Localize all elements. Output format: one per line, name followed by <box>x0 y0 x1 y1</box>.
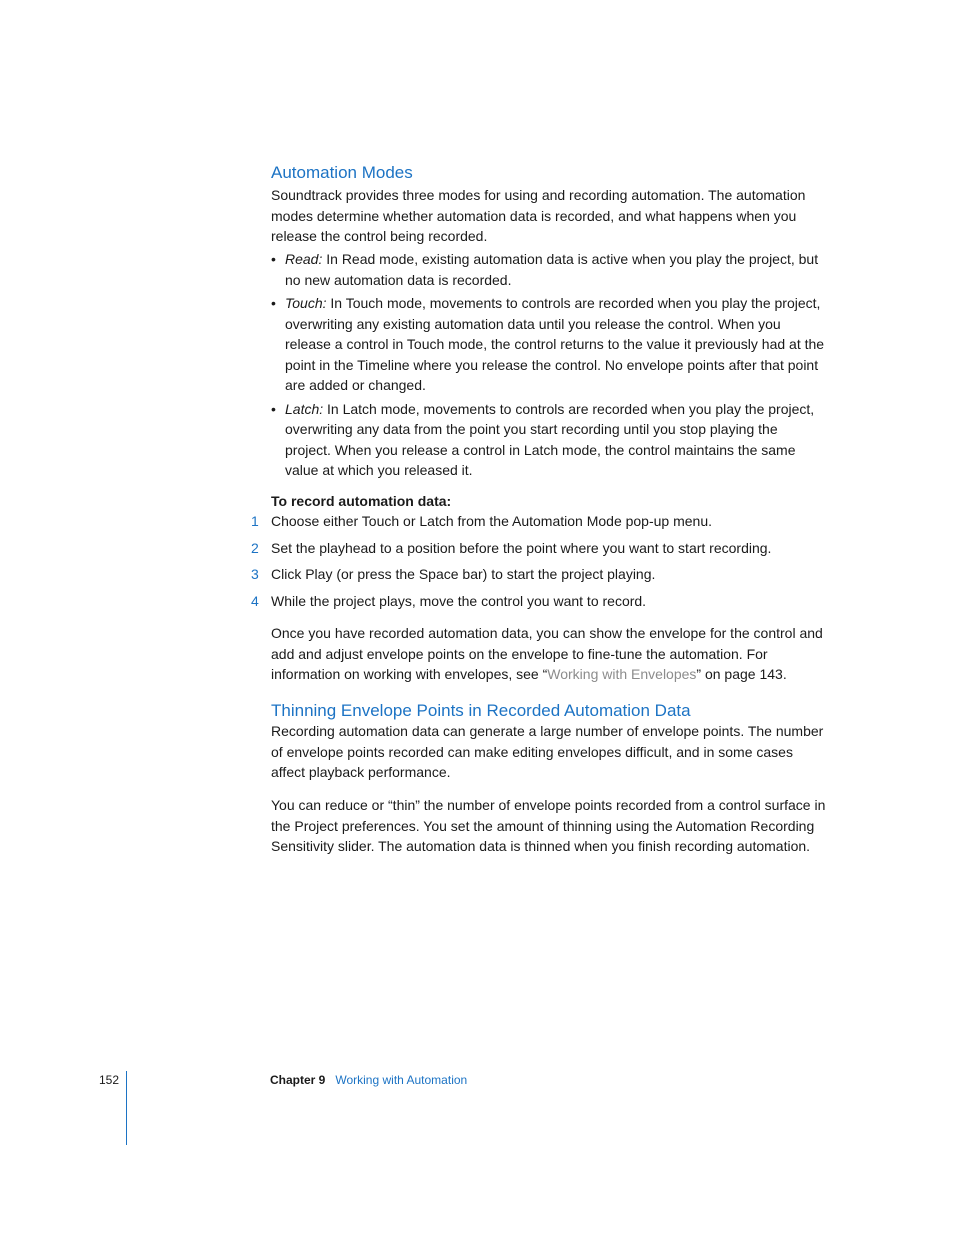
list-item <box>271 249 827 290</box>
chapter-label: Chapter 9 <box>270 1073 326 1087</box>
thinning-paragraph-2: You can reduce or “thin” the number of envelope points recorded from a control surface in the Project preferences. You set the amount of thinning using the Automation Recording Sensitivity slider. The automation data is thinned when you finish recording automation. <box>271 797 826 854</box>
section-heading-automation-modes: Automation Modes <box>271 163 413 182</box>
thinning-paragraph-1: Recording automation data can generate a large number of envelope points. The number of envelope points recorded can make editing envelopes difficult, and in some cases affect playback performance. <box>271 723 824 780</box>
intro-paragraph: Soundtrack provides three modes for using and recording automation. The automation modes determine whether automation data is recorded, and what happens when you release the control being recorded. <box>271 187 806 244</box>
list-item <box>271 399 827 481</box>
working-with-envelopes-link[interactable]: Working with Envelopes <box>547 666 697 682</box>
paragraph-text: ” on page 143. <box>696 666 787 682</box>
mode-term: Read: <box>285 251 323 267</box>
step-number: 3 <box>251 566 259 582</box>
step-number: 4 <box>251 592 259 609</box>
procedure-steps <box>251 511 827 617</box>
bullet-icon: • <box>271 400 276 417</box>
chapter-title: Working with Automation <box>335 1073 468 1087</box>
step-item <box>251 511 827 532</box>
list-item <box>271 293 827 396</box>
section-heading-thinning: Thinning Envelope Points in Recorded Automation Data <box>271 701 691 720</box>
mode-list <box>271 249 827 484</box>
step-text: While the project plays, move the control you want to record. <box>271 592 647 609</box>
procedure-title: To record automation data: <box>271 493 452 509</box>
step-number: 2 <box>251 539 259 556</box>
step-item <box>251 564 827 585</box>
page-number: 152 <box>99 1073 120 1087</box>
mode-description: In Latch mode, movements to controls are recorded when you play the project, overwriting any data from the point you start recording until you stop playing the project. When you release a control in Latch mode, the control maintains the same value at which you released it. <box>285 400 815 478</box>
mode-term: Touch: <box>285 295 327 311</box>
mode-description: In Touch mode, movements to controls are recorded when you play the project, overwriting any existing automation data until you release the control. When you release a control in Touch mode, the control returns to the value it previously had at the point in the Timeline where you release the control. No envelope points after that point are added or changed. <box>285 295 825 393</box>
step-item <box>251 538 827 559</box>
bullet-icon: • <box>271 251 276 267</box>
step-item <box>251 591 827 612</box>
step-text: Choose either Touch or Latch from the Automation Mode pop-up menu. <box>271 513 713 529</box>
mode-term: Latch: <box>285 400 324 417</box>
mode-description: In Read mode, existing automation data is active when you play the project, but no new automation data is recorded. <box>285 251 819 288</box>
footer-chapter <box>270 1072 467 1088</box>
footer-divider <box>126 1071 127 1145</box>
step-number: 1 <box>251 513 259 529</box>
bullet-icon: • <box>271 295 276 311</box>
step-text: Click Play (or press the Space bar) to start the project playing. <box>271 566 656 582</box>
paragraph-text: Once you have recorded automation data, you can show the envelope for the control and add and adjust envelope points on the envelope to fine-tune the automation. For information on working with envelopes, see “ <box>271 625 823 682</box>
after-procedure-paragraph <box>271 623 827 685</box>
step-text: Set the playhead to a position before the point where you want to start recording. <box>271 539 772 556</box>
